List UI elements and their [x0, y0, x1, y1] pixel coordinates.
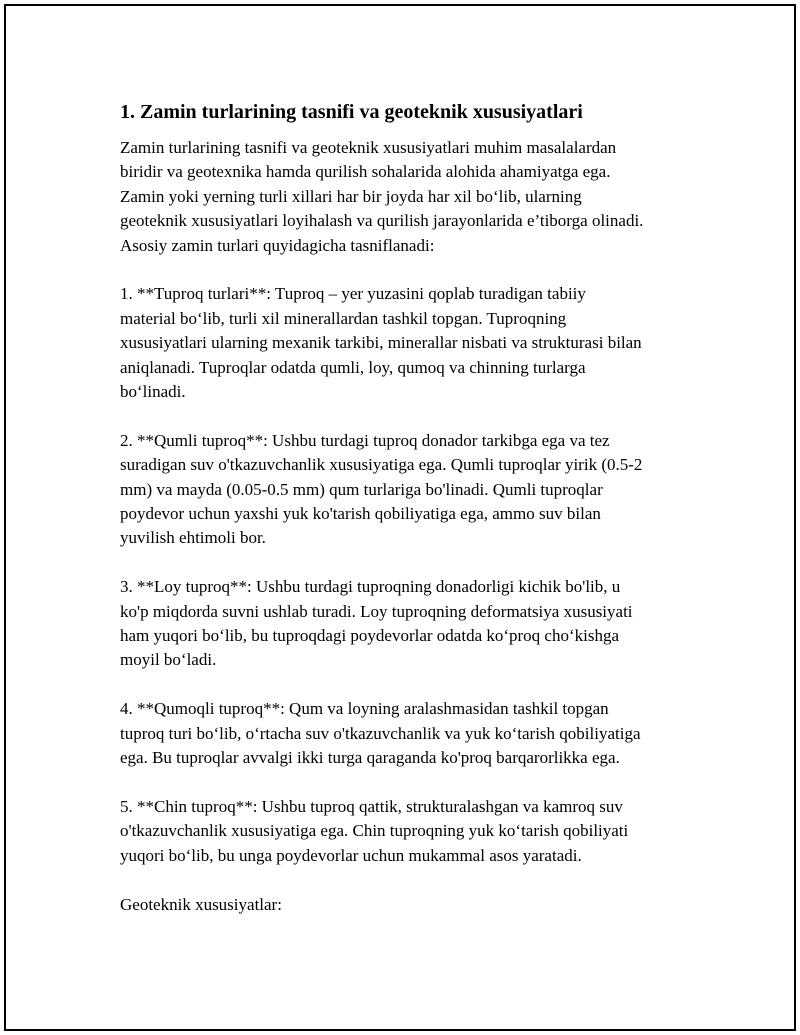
- text-line: Zamin yoki yerning turli xillari har bir joyda har xil bo‘lib, ularning: [120, 186, 582, 206]
- paragraph-item-5: [120, 795, 710, 868]
- text-line: Geoteknik xususiyatlar:: [120, 894, 282, 914]
- text-line: geoteknik xususiyatlari loyihalash va qurilish jarayonlarida e’tiborga olinadi.: [120, 211, 644, 231]
- text-line: 5. **Chin tuproq**: Ushbu tuproq qattik, strukturalashgan va kamroq suv: [120, 796, 623, 816]
- text-line: Zamin turlarining tasnifi va geoteknik xususiyatlari muhim masalalardan: [120, 138, 617, 157]
- text-line: Asosiy zamin turlari quyidagicha tasniflanadi:: [120, 235, 435, 255]
- text-line: biridir va geotexnika hamda qurilish sohalarida alohida ahamiyatga ega.: [120, 162, 611, 182]
- document-title: 1. Zamin turlarining tasnifi va geoteknik xususiyatlari: [120, 101, 583, 123]
- text-line: bo‘linadi.: [120, 382, 186, 402]
- text-line: ko'p miqdorda suvni ushlab turadi. Loy tuproqning deformatsiya xususiyati: [120, 601, 633, 621]
- document-body: [120, 98, 710, 941]
- text-line: 3. **Loy tuproq**: Ushbu turdagi tuproqning donadorligi kichik bo'lib, u: [120, 577, 621, 597]
- text-line: ega. Bu tuproqlar avvalgi ikki turga qaraganda ko'proq barqarorlikka ega.: [120, 748, 620, 768]
- text-line: aniqlanadi. Tuproqlar odatda qumli, loy, qumoq va chinning turlarga: [120, 357, 586, 377]
- text-line: poydevor uchun yaxshi yuk ko'tarish qobiliyatiga ega, ammo suv bilan: [120, 504, 601, 524]
- text-line: tuproq turi bo‘lib, o‘rtacha suv o'tkazuvchanlik va yuk ko‘tarish qobiliyatiga: [120, 723, 641, 743]
- text-line: yuqori bo‘lib, bu unga poydevorlar uchun mukammal asos yaratadi.: [120, 845, 582, 865]
- text-line: moyil bo‘ladi.: [120, 650, 217, 670]
- paragraph-item-2: [120, 429, 710, 551]
- text-line: mm) va mayda (0.05-0.5 mm) qum turlariga bo'linadi. Qumli tuproqlar: [120, 479, 603, 499]
- text-line: 2. **Qumli tuproq**: Ushbu turdagi tuproq donador tarkibga ega va tez: [120, 430, 610, 450]
- page-frame: [4, 4, 796, 1031]
- paragraph-item-1: [120, 282, 710, 404]
- text-line: yuvilish ehtimoli bor.: [120, 528, 266, 548]
- paragraph-geotechnical-heading: [120, 893, 710, 917]
- paragraph-intro: [120, 136, 710, 258]
- text-line: 1. **Tuproq turlari**: Tuproq – yer yuzasini qoplab turadigan tabiiy: [120, 284, 586, 304]
- text-line: ham yuqori bo‘lib, bu tuproqdagi poydevorlar odatda ko‘proq cho‘kishga: [120, 626, 620, 646]
- text-line: suradigan suv o'tkazuvchanlik xususiyatiga ega. Qumli tuproqlar yirik (0.5-2: [120, 455, 643, 475]
- text-line: xususiyatlari ularning mexanik tarkibi, minerallar nisbati va strukturasi bilan: [120, 333, 642, 353]
- paragraph-item-3: [120, 575, 710, 673]
- paragraph-item-4: [120, 697, 710, 770]
- text-line: material bo‘lib, turli xil minerallardan tashkil topgan. Tuproqning: [120, 308, 567, 328]
- text-line: 4. **Qumoqli tuproq**: Qum va loyning aralashmasidan tashkil topgan: [120, 699, 609, 719]
- text-line: o'tkazuvchanlik xususiyatiga ega. Chin tuproqning yuk ko‘tarish qobiliyati: [120, 821, 629, 841]
